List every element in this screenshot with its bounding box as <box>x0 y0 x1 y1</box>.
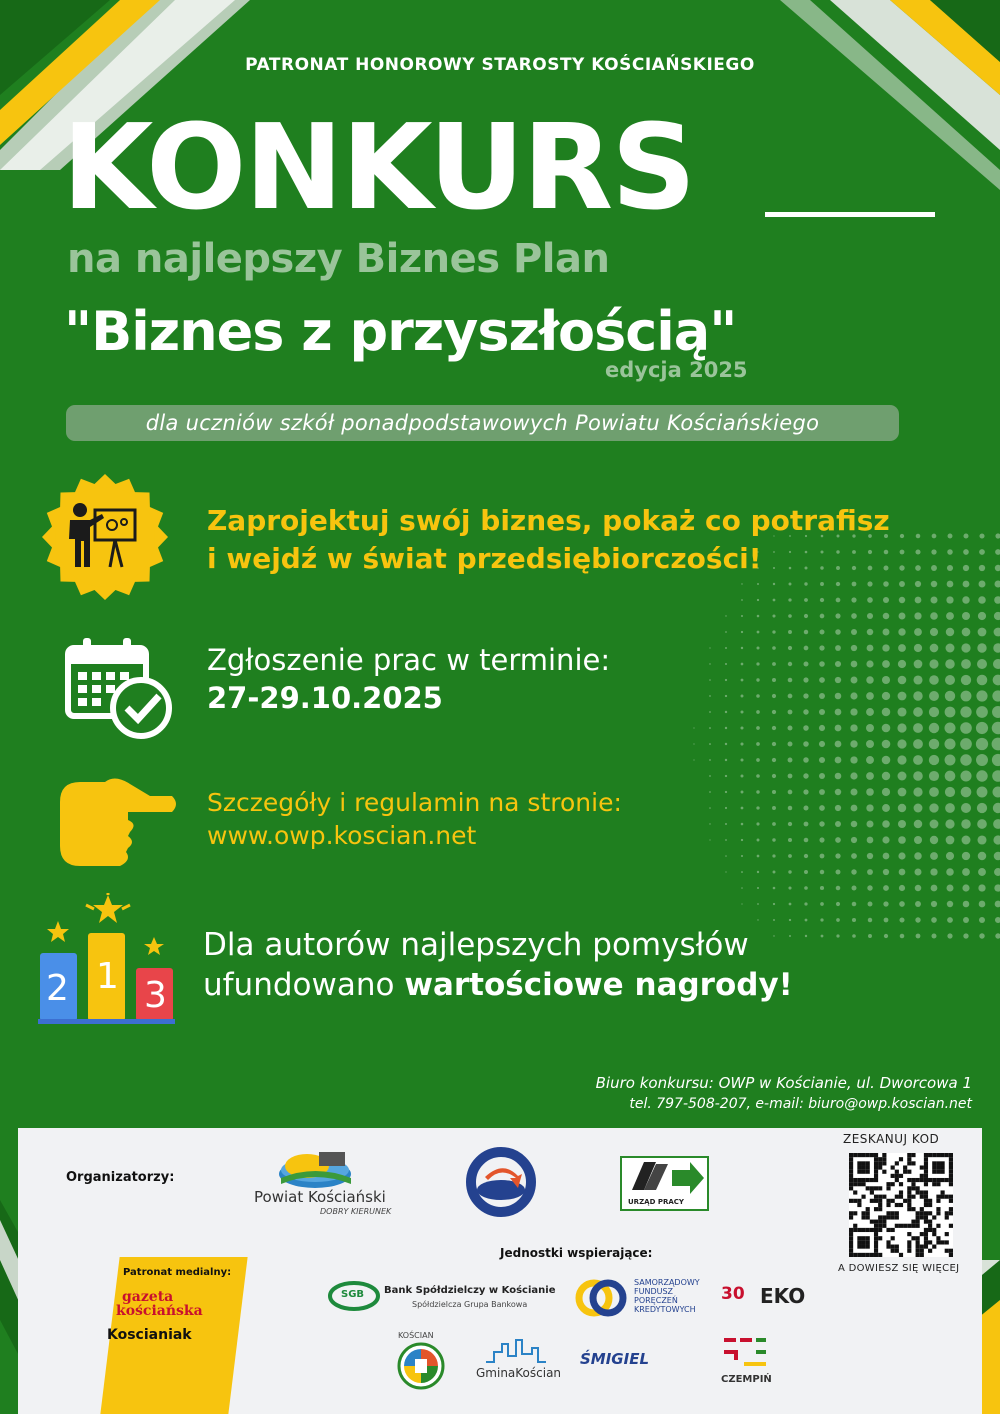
koscianiak-logo: Koscianiak <box>107 1327 192 1343</box>
deadline <box>207 641 610 717</box>
gmina-logo-text: GminaKościan <box>476 1366 562 1380</box>
gmina-skyline-icon <box>486 1336 546 1364</box>
details <box>207 786 622 852</box>
halftone-dots-decoration <box>640 530 1000 950</box>
details-label: Szczegóły i regulamin na stronie: <box>207 788 622 817</box>
podium-place-2: 2 <box>46 968 69 1009</box>
subtitle: na najlepszy Biznes Plan <box>67 236 610 282</box>
slogan-line-1: Zaprojektuj swój biznes, pokaż co potrafisz <box>207 504 890 537</box>
presentation-icon <box>40 472 170 602</box>
fundusz-logo-icon <box>572 1278 632 1318</box>
slogan-line-2: i wejdź w świat przedsiębiorczości! <box>207 542 762 575</box>
powiat-logo-subtitle: DOBRY KIERUNEK <box>320 1207 392 1216</box>
bank-subtitle: Spółdzielcza Grupa Bankowa <box>412 1300 528 1309</box>
pointing-hand-icon <box>50 772 180 868</box>
powiat-logo-text: Powiat Kościański <box>254 1188 386 1206</box>
deadline-date: 27-29.10.2025 <box>207 681 443 715</box>
contest-name: "Biznes z przyszłością" <box>64 300 737 363</box>
calendar-check-icon <box>65 636 177 740</box>
prizes <box>203 925 793 1005</box>
honorary-patronage: PATRONAT HONOROWY STAROSTY KOŚCIAŃSKIEGO <box>245 55 755 75</box>
smigiel-logo-text: ŚMIGIEL <box>580 1350 650 1368</box>
eko-logo-text: EKO <box>760 1284 806 1308</box>
urzad-pracy-arrow-icon <box>624 1160 706 1196</box>
edition-label: edycja 2025 <box>605 358 748 382</box>
sgb-badge-text: SGB <box>341 1289 365 1300</box>
eko-badge-text: 30 <box>721 1284 745 1304</box>
gazeta-koscianska-logo <box>116 1290 203 1318</box>
audience-banner: dla uczniów szkół ponadpodstawowych Powiatu Kościańskiego <box>66 405 899 441</box>
page-title: KONKURS <box>62 98 695 236</box>
slogan <box>207 502 890 578</box>
fundusz-line-2: FUNDUSZ <box>634 1287 674 1296</box>
prizes-line-1: Dla autorów najlepszych pomysłów <box>203 927 749 963</box>
prizes-line-2-bold: wartościowe nagrody! <box>404 967 793 1003</box>
czempin-logo-text: CZEMPIŃ <box>721 1374 772 1385</box>
fundusz-text <box>634 1278 700 1314</box>
koscian-city-text: KOŚCIAN <box>398 1331 434 1340</box>
corner-decoration-top-right <box>770 0 1000 190</box>
office-phone-email: tel. 797-508-207, e-mail: biuro@owp.koscian.net <box>629 1096 972 1112</box>
media-patronage-label: Patronat medialny: <box>123 1267 232 1278</box>
prizes-line-2-prefix: ufundowano <box>203 967 405 1003</box>
qr-title: ZESKANUJ KOD <box>843 1132 940 1146</box>
association-logo-icon <box>458 1144 544 1220</box>
organizers-label: Organizatorzy: <box>66 1170 175 1185</box>
gazeta-word: gazeta <box>122 1289 174 1305</box>
supporting-label: Jednostki wspierające: <box>500 1246 653 1260</box>
urzad-pracy-text: URZĄD PRACY <box>628 1198 684 1206</box>
fundusz-line-3: PORĘCZEŃ <box>634 1296 678 1305</box>
details-url[interactable]: www.owp.koscian.net <box>207 821 477 850</box>
qr-code[interactable] <box>849 1153 953 1257</box>
deadline-label: Zgłoszenie prac w terminie: <box>207 643 611 677</box>
powiat-logo-icon <box>275 1148 355 1190</box>
podium-place-3: 3 <box>144 975 167 1016</box>
podium-place-1: 1 <box>96 956 119 997</box>
prizes-line-2 <box>203 965 793 1005</box>
fundusz-line-1: SAMORZĄDOWY <box>634 1278 700 1287</box>
czempin-logo-icon <box>722 1336 768 1372</box>
title-underline <box>765 212 935 217</box>
fundusz-line-4: KREDYTOWYCH <box>634 1305 696 1314</box>
koscianska-word: kościańska <box>116 1303 203 1319</box>
office-address: Biuro konkursu: OWP w Kościanie, ul. Dworcowa 1 <box>595 1074 972 1092</box>
contest-office-info <box>596 1073 972 1115</box>
qr-subtitle: A DOWIESZ SIĘ WIĘCEJ <box>838 1263 960 1274</box>
bank-name: Bank Spółdzielczy w Kościanie <box>384 1285 556 1296</box>
koscian-crest-icon <box>392 1337 450 1395</box>
